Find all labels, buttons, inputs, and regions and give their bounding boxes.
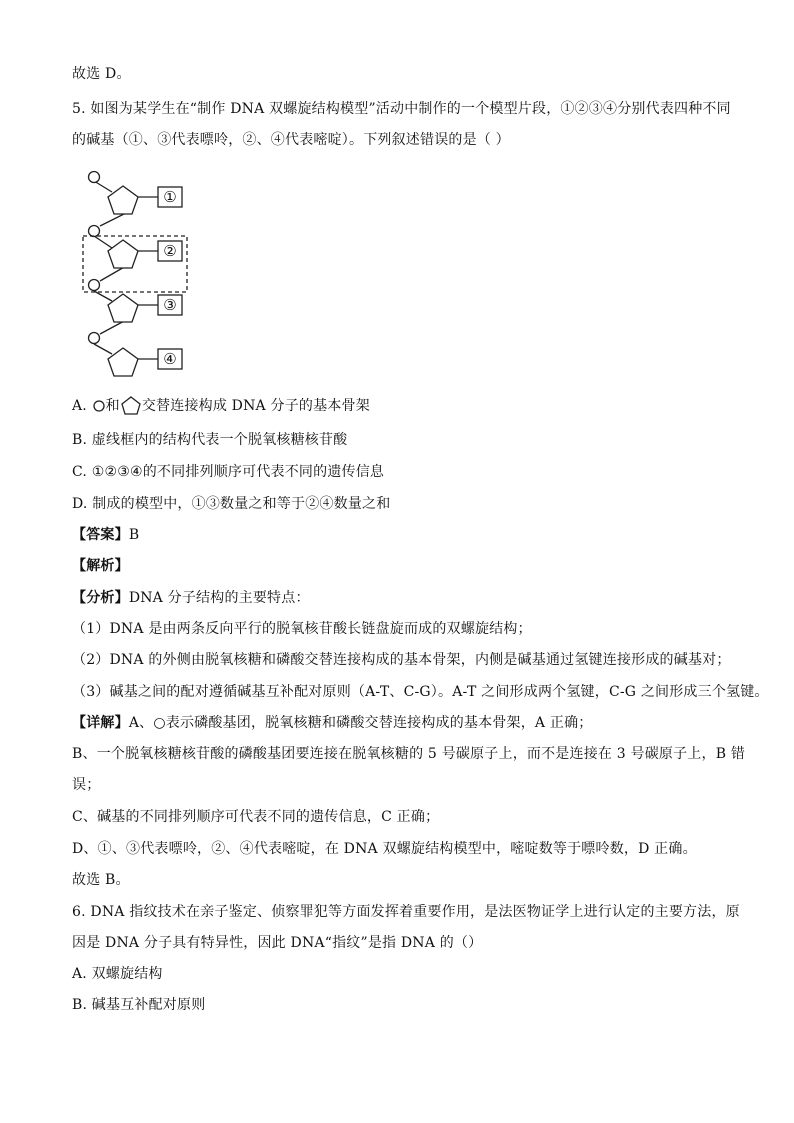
question-5-line-1: 5. 如图为某学生在“制作 DNA 双螺旋结构模型”活动中制作的一个模型片段，①②③④分别代表四种不同 (72, 101, 731, 117)
deoxyribose-pentagon-icon (120, 395, 142, 417)
backbone-link (100, 213, 126, 226)
question-6-option-a: A. 双螺旋结构 (72, 966, 163, 982)
deoxyribose-pentagon-icon (108, 348, 138, 376)
base-label-2: ② (163, 242, 177, 260)
backbone-link (94, 344, 112, 354)
fenxi-text: DNA 分子结构的主要特点： (128, 590, 310, 606)
deoxyribose-pentagon-icon (108, 186, 138, 214)
phosphate-circle-icon (89, 226, 100, 237)
xiangjie-text: A、○表示磷酸基团，脱氧核糖和磷酸交替连接构成的基本骨架，A 正确； (128, 715, 593, 731)
point-2: （2）DNA 的外侧由脱氧核糖和磷酸交替连接构成的基本骨架，内侧是碱基通过氢键连接形成的碱基对； (72, 652, 731, 668)
question-6-line-1: 6. DNA 指纹技术在亲子鉴定、侦察罪犯等方面发挥着重要作用，是法医物证学上进行认定的主要方法，原 (72, 904, 740, 920)
option-a-text: 交替连接构成 DNA 分子的基本骨架 (141, 398, 370, 414)
phosphate-circle-icon (92, 399, 106, 413)
answer-value: B (128, 527, 140, 543)
detail-d: D、①、③代表嘌呤，②、④代表嘧啶，在 DNA 双螺旋结构模型中，嘧啶数等于嘌呤数，D 正确。 (72, 841, 697, 857)
xiangjie-line (72, 713, 593, 733)
option-a (72, 395, 370, 415)
point-3: （3）碱基之间的配对遵循碱基互补配对原则（A-T、C-G）。A-T 之间形成两个氢键，C-G 之间形成三个氢键。 (72, 684, 769, 700)
base-label-1: ① (163, 188, 177, 206)
phosphate-circle-icon (89, 172, 100, 183)
deoxyribose-pentagon-icon (108, 240, 138, 268)
option-c: C. ①②③④的不同排列顺序可代表不同的遗传信息 (72, 464, 385, 480)
question-6-line-2: 因是 DNA 分子具有特异性，因此 DNA“指纹”是指 DNA 的（） (72, 935, 483, 951)
detail-c: C、碱基的不同排列顺序可代表不同的遗传信息，C 正确； (72, 809, 440, 825)
answer-line (72, 525, 139, 545)
fenxi-line (72, 588, 310, 608)
phosphate-circle-icon (89, 333, 100, 344)
detail-b-line-1: B、一个脱氧核糖核苷酸的磷酸基团要连接在脱氧核糖的 5 号碳原子上，而不是连接在 3 号碳原子上，B 错 (72, 746, 746, 762)
base-label-3: ③ (163, 296, 177, 314)
backbone-link (94, 291, 112, 301)
prev-answer-line: 故选 D。 (72, 66, 131, 82)
dna-model-figure (78, 168, 218, 383)
phosphate-circle-icon (89, 280, 100, 291)
backbone-link (94, 236, 112, 248)
detail-b-line-2: 误； (72, 777, 101, 793)
point-1: （1）DNA 是由两条反向平行的脱氧核苷酸长链盘旋而成的双螺旋结构； (72, 621, 532, 637)
question-5-line-2: 的碱基（①、③代表嘌呤，②、④代表嘧啶）。下列叙述错误的是（ ） (72, 132, 510, 148)
option-a-and: 和 (105, 398, 120, 414)
xiangjie-tag: 【详解】 (72, 715, 129, 731)
deoxyribose-pentagon-icon (108, 294, 138, 322)
option-d: D. 制成的模型中，①③数量之和等于②④数量之和 (72, 496, 391, 512)
base-label-4: ④ (163, 350, 177, 368)
fenxi-tag: 【分析】 (72, 590, 129, 606)
question-6-option-b: B. 碱基互补配对原则 (72, 997, 206, 1013)
backbone-link (94, 181, 112, 192)
conclusion: 故选 B。 (72, 872, 130, 888)
analysis-tag: 【解析】 (72, 558, 129, 574)
answer-tag: 【答案】 (72, 527, 129, 543)
option-a-prefix: A. (72, 398, 92, 414)
option-b: B. 虚线框内的结构代表一个脱氧核糖核苷酸 (72, 432, 348, 448)
